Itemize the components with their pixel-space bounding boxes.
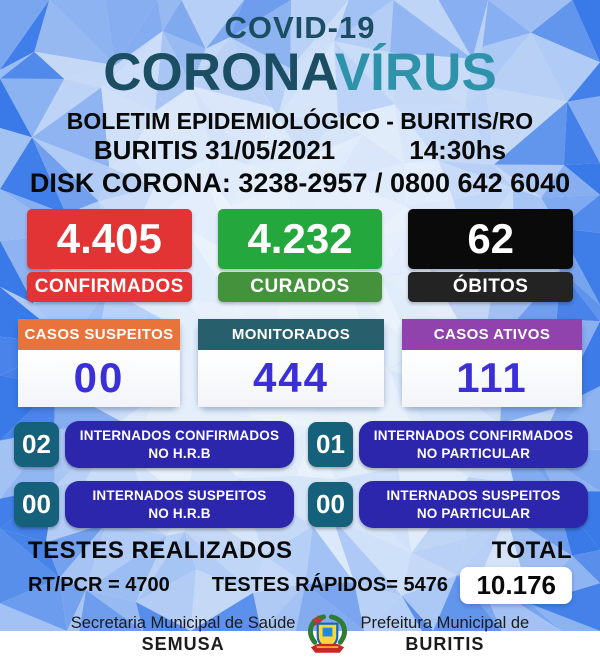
- deaths-label: ÓBITOS: [408, 272, 573, 302]
- suspects-card: [18, 319, 180, 407]
- monitored-label: MONITORADOS: [198, 319, 384, 350]
- hrb-confirmed-count: 02: [14, 422, 59, 467]
- label-line1: INTERNADOS CONFIRMADOS: [71, 427, 288, 445]
- label-line2: NO PARTICULAR: [365, 505, 582, 523]
- hrb-confirmed-label: [65, 421, 294, 468]
- suspects-value: 00: [18, 350, 180, 407]
- tests-total-value: 10.176: [460, 567, 572, 604]
- secondary-stats-row: [0, 319, 600, 407]
- confirmed-label: CONFIRMADOS: [27, 272, 192, 302]
- private-suspect-label: [359, 481, 588, 528]
- active-cases-card: [402, 319, 582, 407]
- city-hall-block: [360, 614, 529, 655]
- deaths-card: [408, 209, 573, 302]
- main-stats-row: [0, 209, 600, 302]
- tests-detail-row: [28, 567, 572, 604]
- buritis-label: BURITIS: [360, 634, 529, 655]
- confirmed-value: 4.405: [27, 209, 192, 269]
- tests-section: [0, 537, 600, 604]
- health-secretary-block: [71, 614, 296, 655]
- footer: [0, 611, 600, 658]
- date-time-row: [0, 137, 600, 164]
- hospitalized-item-private-confirmed: [308, 421, 588, 468]
- title-dark-part: CORONA: [103, 43, 335, 102]
- tests-total-label: TOTAL: [492, 537, 572, 565]
- header: [0, 12, 600, 197]
- time: 14:30hs: [409, 137, 506, 164]
- rapid-tests-count: TESTES RÁPIDOS= 5476: [212, 574, 448, 597]
- semusa-label: SEMUSA: [71, 634, 296, 655]
- covid19-heading: COVID-19: [0, 12, 600, 45]
- tests-header-row: [28, 537, 572, 565]
- active-cases-value: 111: [402, 350, 582, 407]
- label-line2: NO PARTICULAR: [365, 445, 582, 463]
- label-line2: NO H.R.B: [71, 505, 288, 523]
- cured-card: [218, 209, 383, 302]
- tests-title: TESTES REALIZADOS: [28, 537, 293, 565]
- label-line2: NO H.R.B: [71, 445, 288, 463]
- label-line1: INTERNADOS CONFIRMADOS: [365, 427, 582, 445]
- coronavirus-title: [0, 45, 600, 101]
- label-line1: INTERNADOS SUSPEITOS: [365, 487, 582, 505]
- hrb-suspect-label: [65, 481, 294, 528]
- hrb-suspect-count: 00: [14, 482, 59, 527]
- hospitalized-item-hrb-confirmed: [14, 421, 294, 468]
- secretary-line: Secretaria Municipal de Saúde: [71, 614, 296, 633]
- monitored-card: [198, 319, 384, 407]
- buritis-coat-of-arms-icon: [304, 611, 351, 658]
- active-cases-label: CASOS ATIVOS: [402, 319, 582, 350]
- rt-pcr-count: RT/PCR = 4700: [28, 574, 170, 597]
- suspects-label: CASOS SUSPEITOS: [18, 319, 180, 350]
- cured-label: CURADOS: [218, 272, 383, 302]
- prefeitura-line: Prefeitura Municipal de: [360, 614, 529, 633]
- private-suspect-count: 00: [308, 482, 353, 527]
- private-confirmed-label: [359, 421, 588, 468]
- place-date: BURITIS 31/05/2021: [94, 137, 335, 164]
- deaths-value: 62: [408, 209, 573, 269]
- monitored-value: 444: [198, 350, 384, 407]
- hospitalized-item-hrb-suspect: [14, 481, 294, 528]
- hospitalized-item-private-suspect: [308, 481, 588, 528]
- bulletin-subtitle: BOLETIM EPIDEMIOLÓGICO - BURITIS/RO: [0, 109, 600, 133]
- hotline: DISK CORONA: 3238-2957 / 0800 642 6040: [0, 169, 600, 197]
- title-light-part: VÍRUS: [335, 43, 497, 102]
- label-line1: INTERNADOS SUSPEITOS: [71, 487, 288, 505]
- hospitalized-grid: [0, 421, 600, 528]
- private-confirmed-count: 01: [308, 422, 353, 467]
- cured-value: 4.232: [218, 209, 383, 269]
- confirmed-card: [27, 209, 192, 302]
